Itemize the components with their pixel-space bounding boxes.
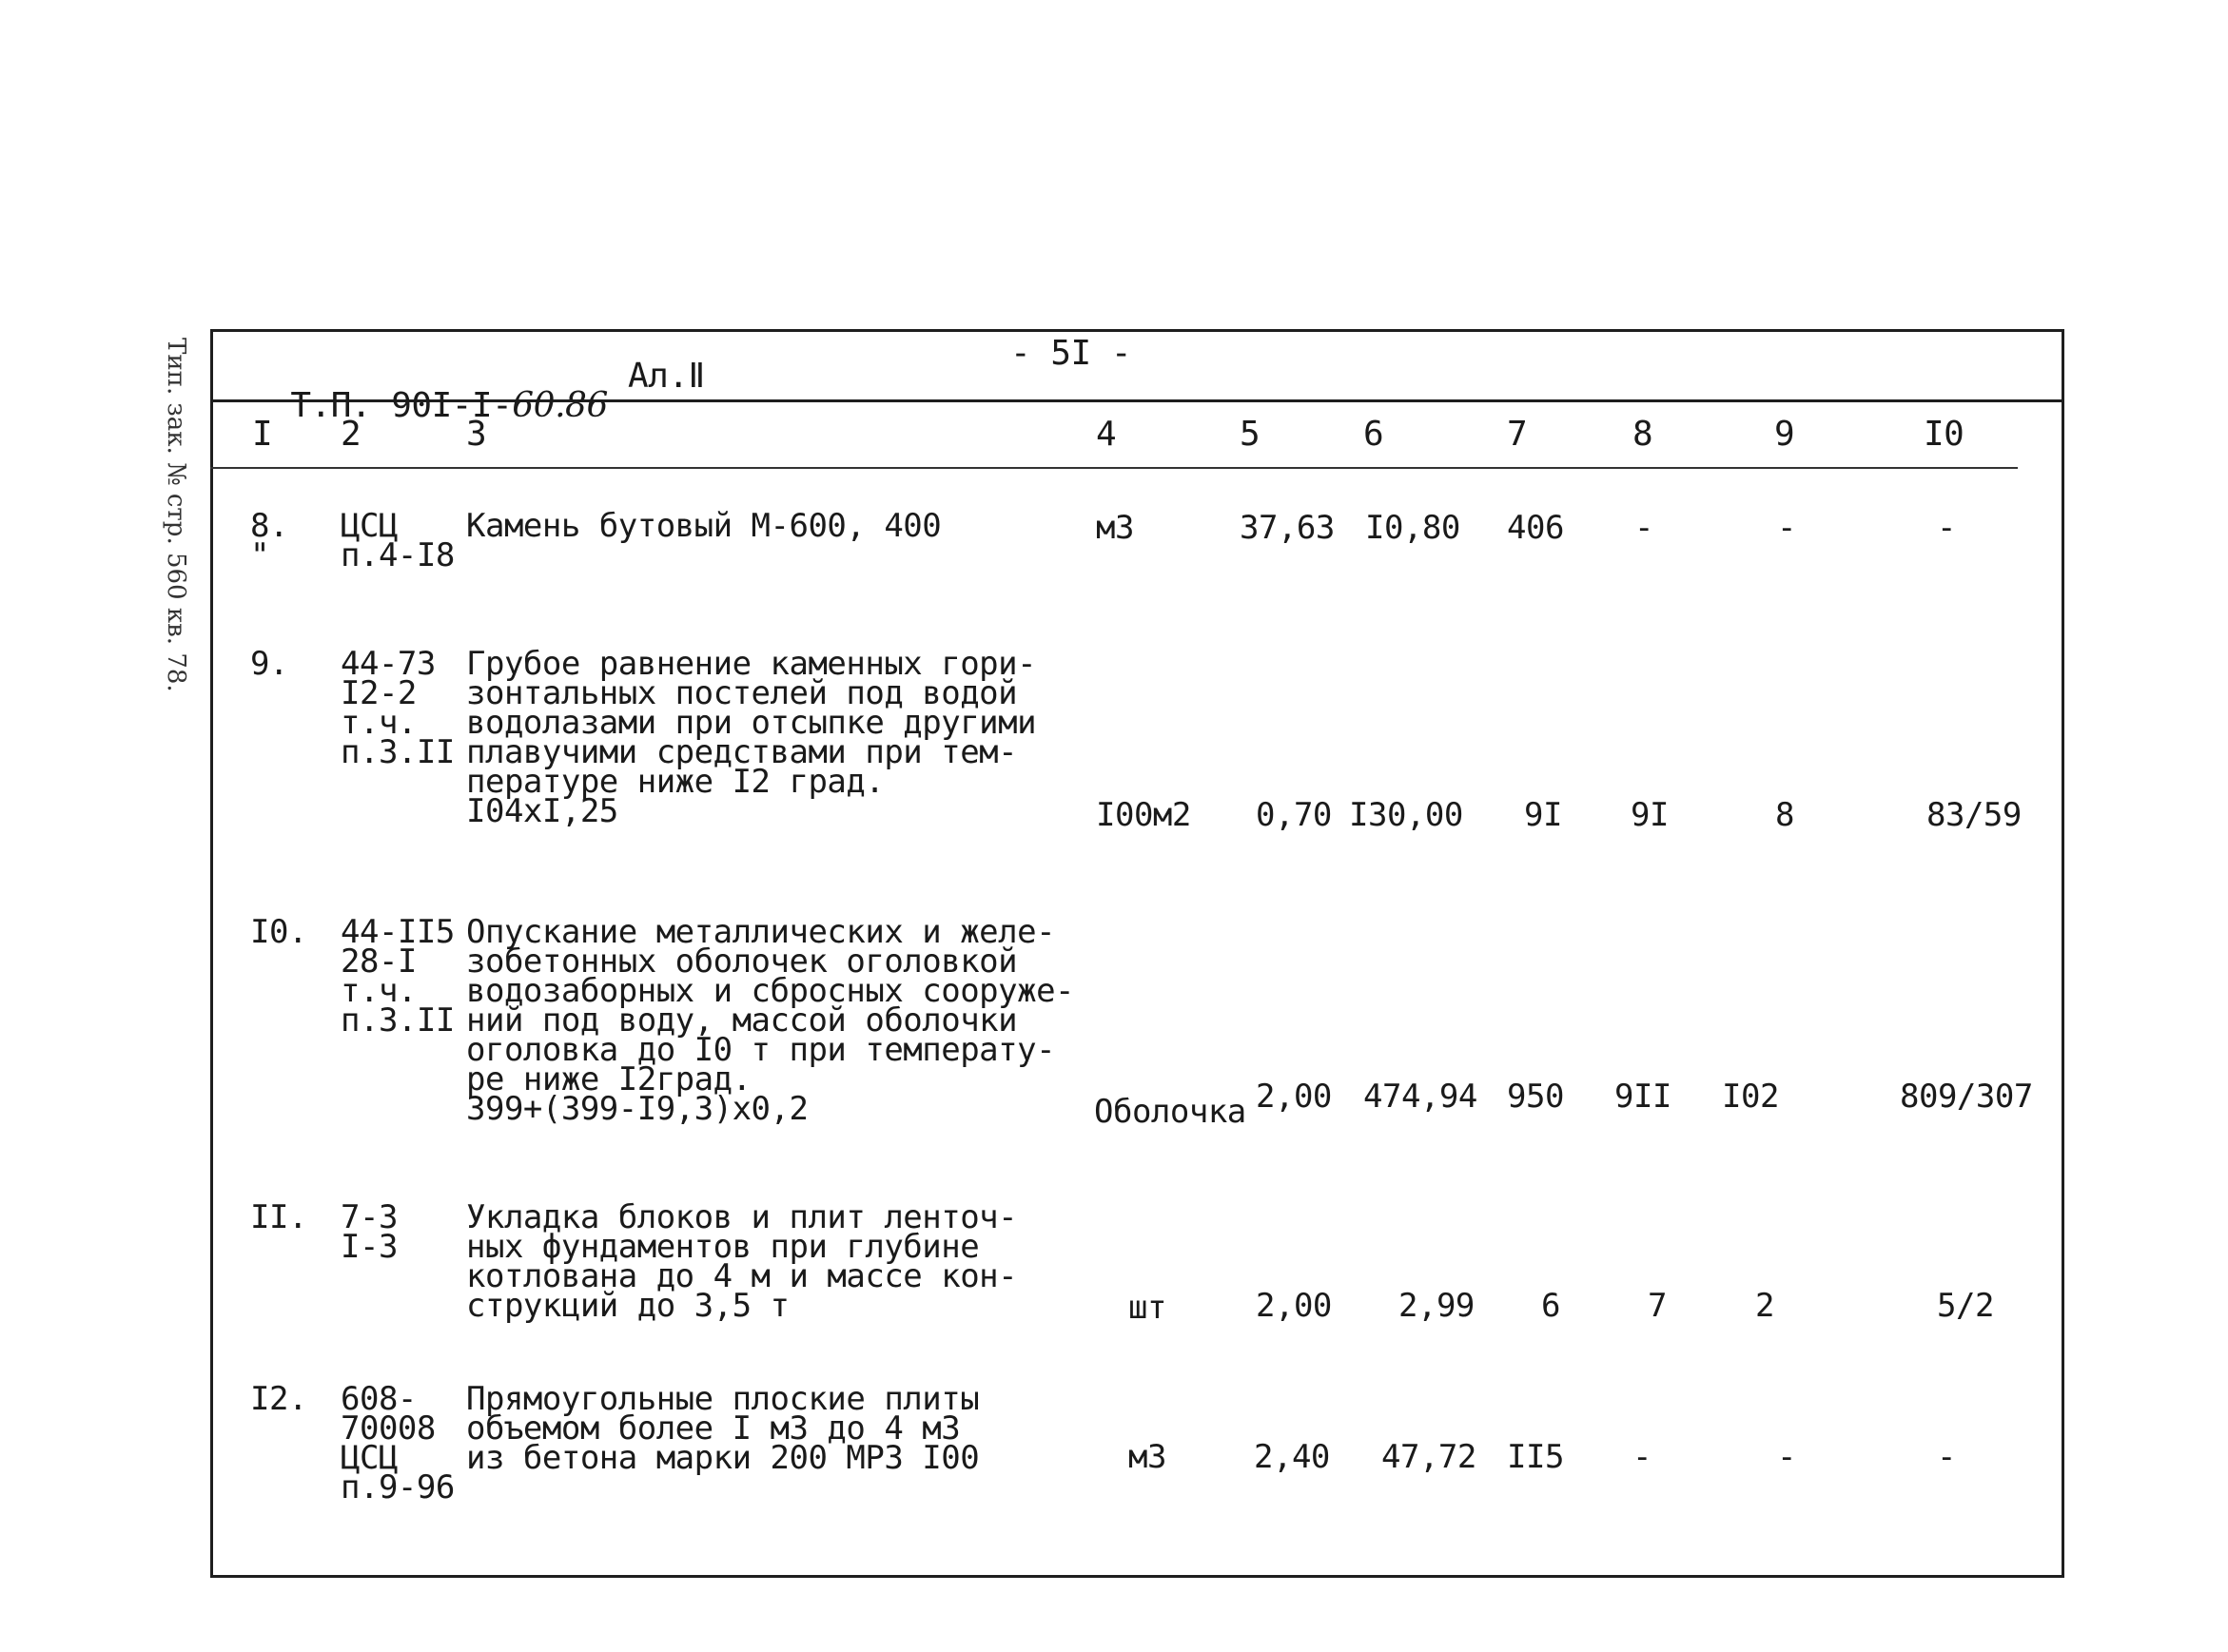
row-description: Укладка блоков и плит ленточ- ных фундаментов при глубине котлована до 4 м и массе кон- струкций до 3,5 т — [466, 1198, 1018, 1325]
album-label: Ал.Ⅱ — [628, 357, 705, 396]
row-quantity: 2,00 — [1256, 1287, 1332, 1325]
column-header-divider — [210, 467, 2018, 469]
doc-code — [250, 361, 608, 425]
doc-code-prefix: Т.П. 90I-I- — [290, 386, 513, 425]
row-description: Грубое равнение каменных гори- зонтальных постелей под водой водолазами при отсыпке другими плавучими средствами при тем- пературе ниже I2 град. I04xI,25 — [466, 645, 1037, 830]
row-number: II. — [250, 1198, 307, 1236]
doc-code-suffix: 60.86 — [512, 386, 608, 425]
row-description: Опускание металлических и желе- зобетонных оболочек оголовкой водозаборных и сбросных сооруже- ний под воду, массой оболочки оголовка до I0 т при температу- ре ниже I2град. 399+(399-I9,3)x0,2 — [466, 913, 1075, 1128]
row-col9: - — [1777, 509, 1796, 547]
row-col8: 9I — [1631, 796, 1669, 834]
row-number: 9. — [250, 645, 288, 683]
row-number: I2. — [250, 1380, 307, 1418]
row-total: 9I — [1524, 796, 1562, 834]
row-col8: - — [1632, 1438, 1651, 1476]
row-total: 950 — [1507, 1078, 1564, 1116]
row-code: ЦСЦ п.4-I8 — [341, 507, 455, 574]
col-header-3: 3 — [466, 415, 487, 454]
col-header-9: 9 — [1774, 415, 1795, 454]
row-col9: 8 — [1775, 796, 1794, 834]
row-price: I0,80 — [1365, 509, 1460, 547]
row-total: II5 — [1507, 1438, 1564, 1476]
row-price: 47,72 — [1381, 1438, 1476, 1476]
row-unit: Оболочка — [1094, 1093, 1246, 1131]
row-col9: - — [1777, 1438, 1796, 1476]
row-code: 608- 70008 ЦСЦ п.9-96 — [341, 1380, 455, 1506]
row-col9: I02 — [1722, 1078, 1779, 1116]
row-number: 8. " — [250, 507, 288, 574]
row-total: 6 — [1541, 1287, 1560, 1325]
row-unit: м3 — [1128, 1438, 1166, 1476]
row-quantity: 0,70 — [1256, 796, 1332, 834]
col-header-2: 2 — [341, 415, 362, 454]
col-header-5: 5 — [1240, 415, 1261, 454]
row-col10: 83/59 — [1926, 796, 2022, 834]
row-col10: 5/2 — [1937, 1287, 1994, 1325]
row-quantity: 2,40 — [1254, 1438, 1330, 1476]
row-price: 474,94 — [1363, 1078, 1477, 1116]
row-price: 2,99 — [1398, 1287, 1475, 1325]
col-header-7: 7 — [1507, 415, 1528, 454]
col-header-6: 6 — [1363, 415, 1384, 454]
row-col8: 9II — [1614, 1078, 1671, 1116]
row-quantity: 37,63 — [1240, 509, 1335, 547]
col-header-4: 4 — [1096, 415, 1117, 454]
row-col8: 7 — [1648, 1287, 1667, 1325]
row-total: 406 — [1507, 509, 1564, 547]
row-number: I0. — [250, 913, 307, 951]
col-header-8: 8 — [1632, 415, 1653, 454]
row-col10: - — [1937, 509, 1956, 547]
row-unit: шт — [1128, 1289, 1166, 1327]
row-code: 44-II5 28-I т.ч. п.3.II — [341, 913, 455, 1040]
page-number: - 5I - — [1010, 334, 1132, 373]
row-unit: м3 — [1096, 509, 1134, 547]
row-price: I30,00 — [1349, 796, 1463, 834]
row-col8: - — [1634, 509, 1653, 547]
row-description: Прямоугольные плоские плиты объемом более I м3 до 4 м3 из бетона марки 200 МРЗ I00 — [466, 1380, 980, 1477]
row-unit: I00м2 — [1096, 796, 1191, 834]
row-col9: 2 — [1755, 1287, 1774, 1325]
col-header-1: I — [252, 415, 273, 454]
side-note: Тип. зак. № стр. 560 кв. 78. — [162, 338, 190, 692]
row-code: 7-3 I-3 — [341, 1198, 398, 1266]
row-col10: - — [1937, 1438, 1956, 1476]
row-col10: 809/307 — [1900, 1078, 2033, 1116]
col-header-10: I0 — [1924, 415, 1964, 454]
row-description: Камень бутовый М-600, 400 — [466, 507, 942, 545]
row-quantity: 2,00 — [1256, 1078, 1332, 1116]
row-code: 44-73 I2-2 т.ч. п.3.II — [341, 645, 455, 771]
